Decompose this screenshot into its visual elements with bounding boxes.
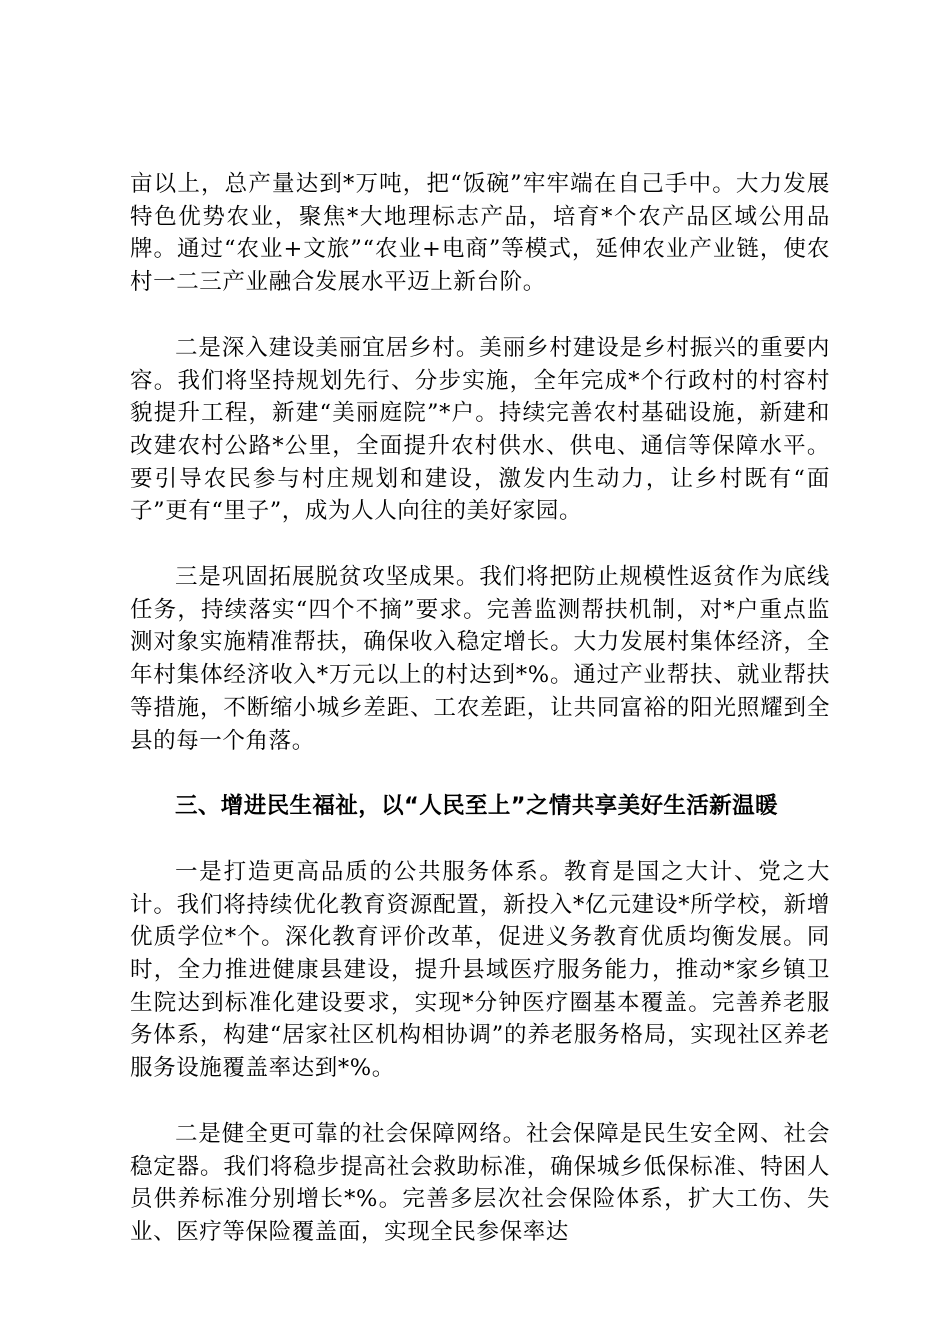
paragraph-agriculture: 亩以上，总产量达到*万吨，把“饭碗”牢牢端在自己手中。大力发展特色优势农业，聚焦*大地理标志产品，培育*个农产品区域公用品牌。通过“农业+文旅”“农业+电商”等模式，延伸农业产业链，使农村一二三产业融合发展水平迈上新台阶。 — [130, 171, 830, 296]
paragraph-gap — [130, 528, 830, 561]
paragraph-gap — [130, 757, 830, 790]
paragraph-gap — [130, 1085, 830, 1118]
paragraph-social-security: 二是健全更可靠的社会保障网络。社会保障是民生安全网、社会稳定器。我们将稳步提高社会救助标准，确保城乡低保标准、特困人员供养标准分别增长*%。完善多层次社会保险体系，扩大工伤、失业、医疗等保险覆盖面，实现全民参保率达 — [130, 1120, 830, 1245]
paragraph-public-services: 一是打造更高品质的公共服务体系。教育是国之大计、党之大计。我们将持续优化教育资源配置，新投入*亿元建设*所学校，新增优质学位*个。深化教育评价改革，促进义务教育优质均衡发展。同时，全力推进健康县建设，提升县域医疗服务能力，推动*家乡镇卫生院达到标准化建设要求，实现*分钟医疗圈基本覆盖。完善养老服务体系，构建“居家社区机构相协调”的养老服务格局，实现社区养老服务设施覆盖率达到*%。 — [130, 858, 830, 1082]
section-heading-livelihood: 三、增进民生福祉，以“人民至上”之情共享美好生活新温暖 — [175, 793, 778, 820]
paragraph-gap — [130, 299, 830, 332]
paragraph-poverty-alleviation: 三是巩固拓展脱贫攻坚成果。我们将把防止规模性返贫作为底线任务，持续落实“四个不摘”要求。完善监测帮扶机制，对*户重点监测对象实施精准帮扶，确保收入稳定增长。大力发展村集体经济，全年村集体经济收入*万元以上的村达到*%。通过产业帮扶、就业帮扶等措施，不断缩小城乡差距、工农差距，让共同富裕的阳光照耀到全县的每一个角落。 — [130, 564, 830, 754]
document-page — [130, 168, 830, 1249]
paragraph-gap — [130, 823, 830, 856]
paragraph-beautiful-village: 二是深入建设美丽宜居乡村。美丽乡村建设是乡村振兴的重要内容。我们将坚持规划先行、分步实施，全年完成*个行政村的村容村貌提升工程，新建“美丽庭院”*户。持续完善农村基础设施，新建和改建农村公路*公里，全面提升农村供水、供电、通信等保障水平。要引导农民参与村庄规划和建设，激发内生动力，让乡村既有“面子”更有“里子”，成为人人向往的美好家园。 — [130, 334, 830, 525]
